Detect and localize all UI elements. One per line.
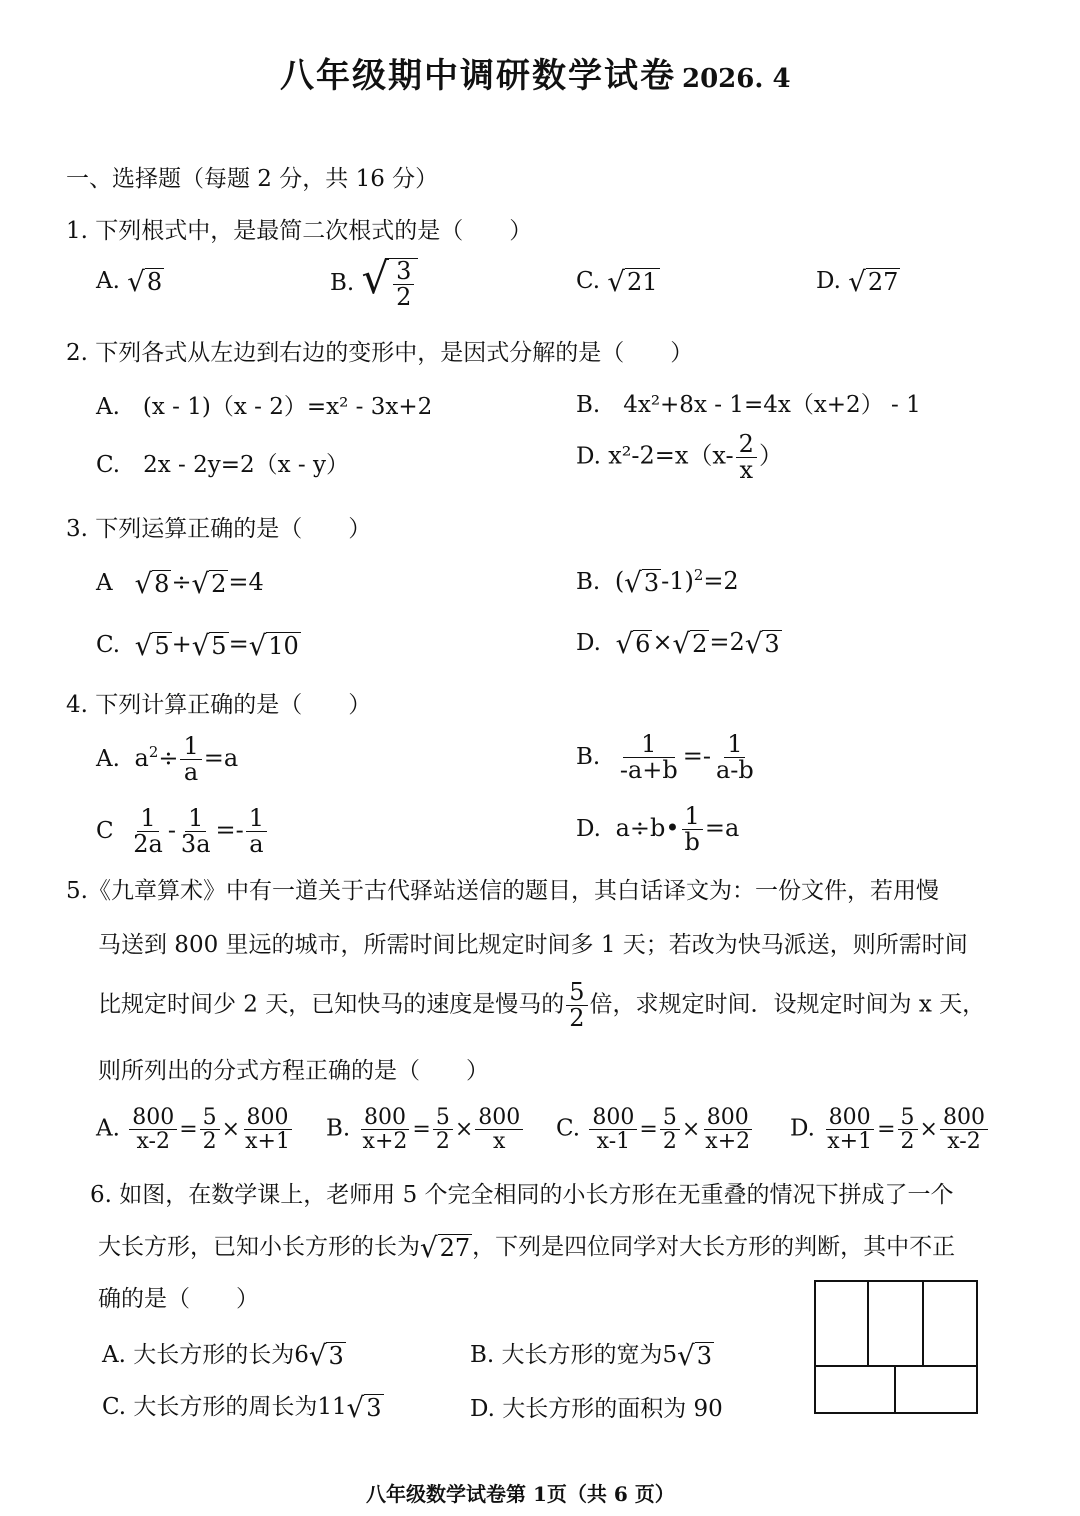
q6-option-c bbox=[102, 1388, 384, 1425]
q3-d-label: D. bbox=[576, 630, 601, 656]
q4-b-expr: $\frac{1}{-a+b}$ =- $\frac{1}{a-b}$ bbox=[619, 730, 754, 785]
q3-option-a bbox=[96, 566, 264, 600]
q1-option-b bbox=[330, 254, 418, 312]
q2-option-d bbox=[576, 432, 783, 483]
q4-b-label: B. bbox=[576, 744, 601, 771]
page-footer: 八年级数学试卷第 1页（共 6 页） bbox=[366, 1482, 675, 1506]
q5-c-label: C. bbox=[556, 1115, 581, 1142]
q5-line3-b: 倍，求规定时间．设规定时间为 x 天， bbox=[589, 991, 986, 1018]
q4-option-b bbox=[576, 732, 759, 783]
sqrt-3-c: √ 3 bbox=[346, 1391, 382, 1425]
question-4-stem: 4. 下列计算正确的是（ ） bbox=[66, 692, 372, 718]
sqrt-21: √ 21 bbox=[607, 265, 658, 299]
q2-d-label: D. bbox=[576, 443, 601, 470]
section-heading: 一、选择题（每题 2 分，共 16 分） bbox=[66, 166, 439, 192]
q5-b-label: B. bbox=[326, 1115, 351, 1142]
q4-d-label: D. bbox=[576, 816, 601, 843]
title-date: 2026. 4 bbox=[682, 64, 791, 94]
q4-option-d bbox=[576, 804, 739, 855]
q6-option-d: D. 大长方形的面积为 90 bbox=[470, 1396, 723, 1422]
fig-vline-3 bbox=[894, 1366, 896, 1412]
q5-b-expr: $\frac{800}{x+2}$ = $\frac{5}{2}$ × $\frac{800}{x}$ bbox=[358, 1117, 526, 1142]
fig-vline-1 bbox=[867, 1282, 869, 1366]
sqrt-3-b: √ 3 bbox=[677, 1339, 713, 1373]
question-6-line1: 6. 如图，在数学课上，老师用 5 个完全相同的小长方形在无重叠的情况下拼成了一个 bbox=[90, 1182, 954, 1208]
q6-b-text: B. 大长方形的宽为5 bbox=[470, 1342, 678, 1368]
q6-line2-a: 大长方形，已知小长方形的长为 bbox=[98, 1234, 420, 1260]
q5-a-expr: $\frac{800}{x-2}$ = $\frac{5}{2}$ × $\frac{800}{x+1}$ bbox=[127, 1117, 295, 1142]
question-6-line3: 确的是（ ） bbox=[98, 1286, 259, 1312]
sqrt-3-a: √ 3 bbox=[308, 1339, 344, 1373]
question-5-line2: 马送到 800 里远的城市，所需时间比规定时间多 1 天；若改为快马派送，则所需时间 bbox=[98, 932, 968, 958]
question-5-line4: 则所列出的分式方程正确的是（ ） bbox=[98, 1058, 489, 1084]
q2-d-close: ） bbox=[758, 441, 783, 470]
q5-d-label: D. bbox=[790, 1115, 815, 1142]
q2-option-c: C. 2x - 2y=2（x - y） bbox=[96, 452, 349, 478]
question-6-line2 bbox=[98, 1231, 956, 1265]
q4-a-label: A. bbox=[96, 746, 120, 773]
q3-c-label: C. bbox=[96, 632, 121, 658]
q6-line2-b: ，下列是四位同学对大长方形的判断，其中不正 bbox=[472, 1234, 956, 1260]
q4-option-c bbox=[96, 806, 269, 857]
q1-d-label: D. bbox=[816, 268, 841, 294]
q1-option-d bbox=[816, 265, 900, 299]
frac-5-over-2: $\frac{5}{2}$ bbox=[566, 980, 587, 1031]
q3-a-label: A bbox=[96, 570, 113, 596]
q5-option-c bbox=[556, 1106, 755, 1153]
q2-d-expr: x²-2=x（x- bbox=[608, 441, 734, 470]
fig-vline-2 bbox=[922, 1282, 924, 1366]
question-2-stem: 2. 下列各式从左边到右边的变形中，是因式分解的是（ ） bbox=[66, 340, 694, 366]
q3-option-b bbox=[576, 565, 739, 599]
q6-a-text: A. 大长方形的长为6 bbox=[102, 1342, 309, 1368]
q1-a-label: A. bbox=[96, 268, 120, 294]
q5-option-b bbox=[326, 1106, 525, 1153]
q3-option-c bbox=[96, 628, 301, 662]
q6-option-b bbox=[470, 1336, 714, 1373]
sqrt-27: √ 27 bbox=[848, 265, 899, 299]
q3-a-expr: √ 8 ÷ √ 2 =4 bbox=[134, 566, 264, 600]
q1-option-a bbox=[96, 265, 164, 299]
sqrt-3-over-2: √ $\frac{3}{2}$ bbox=[362, 258, 419, 310]
q3-b-label: B. bbox=[576, 569, 601, 595]
q4-d-expr: a÷b• $\frac{1}{b}$ =a bbox=[615, 802, 740, 857]
q4-c-expr: $\frac{1}{2a}$ - $\frac{1}{3a}$ =- $\frac{1}{a}$ bbox=[128, 816, 269, 844]
q3-d-expr: √ 6 × √ 2 =2 √ 3 bbox=[615, 626, 780, 660]
sqrt-8: √ 8 bbox=[127, 265, 163, 299]
frac-2-over-x: $\frac{2}{x}$ bbox=[736, 432, 757, 483]
q4-c-label: C bbox=[96, 818, 114, 845]
q6-c-text: C. 大长方形的周长为11 bbox=[102, 1394, 347, 1420]
q5-option-d bbox=[790, 1106, 990, 1153]
q5-line3-a: 比规定时间少 2 天，已知快马的速度是慢马的 bbox=[98, 991, 565, 1018]
fig-hline bbox=[816, 1365, 976, 1367]
page-title bbox=[280, 48, 791, 97]
q1-option-c bbox=[576, 265, 660, 299]
q6-option-a bbox=[102, 1336, 346, 1373]
question-5-line1: 5.《九章算术》中有一道关于古代驿站送信的题目，其白话译文为：一份文件，若用慢 bbox=[66, 878, 939, 904]
q3-c-expr: √ 5 + √ 5 = √ 10 bbox=[134, 628, 299, 662]
q3-b-expr: ( √ 3 -1)$^2$=2 bbox=[614, 565, 739, 599]
rectangle-figure bbox=[814, 1280, 978, 1414]
title-text: 八年级期中调研数学试卷 bbox=[280, 56, 676, 96]
q5-c-expr: $\frac{800}{x-1}$ = $\frac{5}{2}$ × $\frac{800}{x+2}$ bbox=[587, 1117, 755, 1142]
question-3-stem: 3. 下列运算正确的是（ ） bbox=[66, 516, 372, 542]
q2-option-a: A. (x - 1)（x - 2）=x² - 3x+2 bbox=[96, 394, 433, 420]
q5-d-expr: $\frac{800}{x+1}$ = $\frac{5}{2}$ × $\frac{800}{x-2}$ bbox=[822, 1117, 990, 1142]
q1-b-label: B. bbox=[330, 270, 355, 297]
question-5-line3 bbox=[98, 980, 985, 1031]
sqrt-27-q6: √ 27 bbox=[420, 1231, 471, 1265]
q3-option-d bbox=[576, 626, 782, 660]
q4-option-a bbox=[96, 734, 238, 785]
q5-a-label: A. bbox=[96, 1115, 120, 1142]
question-1-stem: 1. 下列根式中，是最简二次根式的是（ ） bbox=[66, 218, 533, 244]
q2-option-b: B. 4x²+8x - 1=4x（x+2） - 1 bbox=[576, 392, 921, 418]
q1-c-label: C. bbox=[576, 268, 601, 294]
q5-option-a bbox=[96, 1106, 295, 1153]
q4-a-expr: $a^2\div$ $\frac{1}{a}$ =a bbox=[134, 732, 239, 787]
